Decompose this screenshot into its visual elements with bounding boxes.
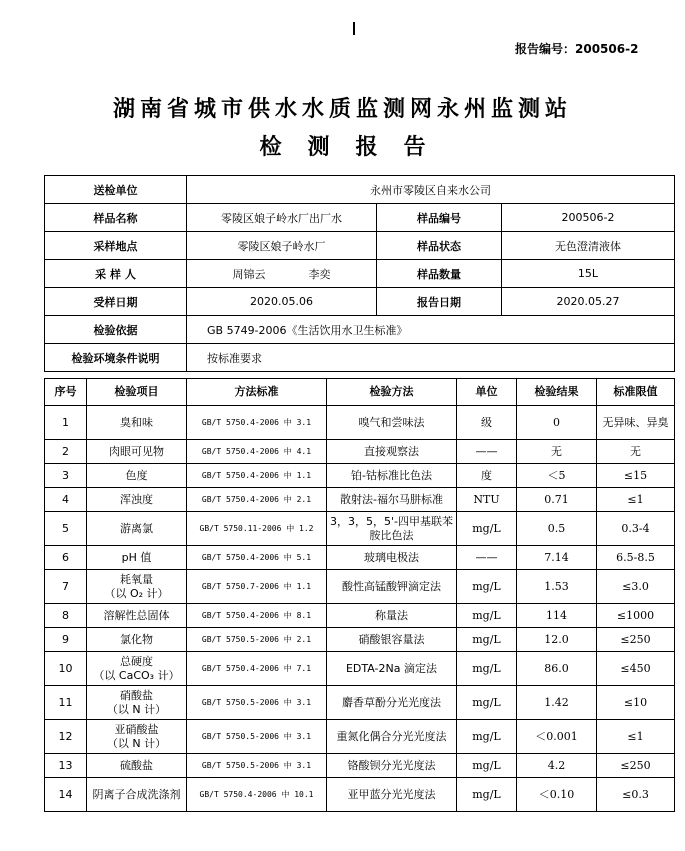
standard-limit: ≤1000 bbox=[597, 604, 675, 628]
col-method-header: 检验方法 bbox=[327, 379, 457, 406]
row-number: 12 bbox=[45, 720, 87, 754]
unit: mg/L bbox=[457, 604, 517, 628]
env-row bbox=[45, 344, 675, 372]
unit: mg/L bbox=[457, 570, 517, 604]
client-value: 永州市零陵区自来水公司 bbox=[187, 176, 675, 204]
method-standard: GB/T 5750.7-2006 中 1.1 bbox=[187, 570, 327, 604]
method-standard: GB/T 5750.5-2006 中 3.1 bbox=[187, 754, 327, 778]
row-number: 9 bbox=[45, 628, 87, 652]
standard-limit: ≤1 bbox=[597, 720, 675, 754]
method-standard: GB/T 5750.4-2006 中 4.1 bbox=[187, 440, 327, 464]
results-header-row bbox=[45, 379, 675, 406]
test-item: 溶解性总固体 bbox=[87, 604, 187, 628]
test-item: 游离氯 bbox=[87, 512, 187, 546]
row-number: 1 bbox=[45, 406, 87, 440]
standard-limit: ≤0.3 bbox=[597, 778, 675, 812]
table-row bbox=[45, 604, 675, 628]
results-body bbox=[45, 406, 675, 812]
test-item: 臭和味 bbox=[87, 406, 187, 440]
unit: mg/L bbox=[457, 512, 517, 546]
table-row bbox=[45, 440, 675, 464]
test-result: 12.0 bbox=[517, 628, 597, 652]
table-row bbox=[45, 686, 675, 720]
table-row bbox=[45, 652, 675, 686]
received-date-label: 受样日期 bbox=[45, 288, 187, 316]
sampler-name-1: 周锦云 bbox=[232, 267, 266, 281]
unit: mg/L bbox=[457, 686, 517, 720]
table-row bbox=[45, 778, 675, 812]
test-method: 嗅气和尝味法 bbox=[327, 406, 457, 440]
sample-name-row bbox=[45, 204, 675, 232]
sampler-label: 采 样 人 bbox=[45, 260, 187, 288]
table-row bbox=[45, 628, 675, 652]
standard-limit: ≤250 bbox=[597, 754, 675, 778]
test-item: 色度 bbox=[87, 464, 187, 488]
method-standard: GB/T 5750.4-2006 中 2.1 bbox=[187, 488, 327, 512]
row-number: 5 bbox=[45, 512, 87, 546]
test-method: 玻璃电极法 bbox=[327, 546, 457, 570]
client-row bbox=[45, 176, 675, 204]
unit: mg/L bbox=[457, 754, 517, 778]
table-row bbox=[45, 570, 675, 604]
state-value: 无色澄清液体 bbox=[502, 232, 675, 260]
test-item: 耗氧量 （以 O₂ 计） bbox=[87, 570, 187, 604]
table-row bbox=[45, 512, 675, 546]
report-date-label: 报告日期 bbox=[377, 288, 502, 316]
test-result: ＜5 bbox=[517, 464, 597, 488]
test-result: 114 bbox=[517, 604, 597, 628]
test-item: 亚硝酸盐 （以 N 计） bbox=[87, 720, 187, 754]
test-method: 亚甲蓝分光光度法 bbox=[327, 778, 457, 812]
test-method: 直接观察法 bbox=[327, 440, 457, 464]
test-method: 散射法-福尔马肼标准 bbox=[327, 488, 457, 512]
test-result: 0.71 bbox=[517, 488, 597, 512]
row-number: 14 bbox=[45, 778, 87, 812]
test-result: 1.53 bbox=[517, 570, 597, 604]
test-method: 称量法 bbox=[327, 604, 457, 628]
report-number: 报告编号：200506-2 bbox=[515, 42, 639, 56]
method-standard: GB/T 5750.4-2006 中 8.1 bbox=[187, 604, 327, 628]
test-item: 浑浊度 bbox=[87, 488, 187, 512]
env-value: 按标准要求 bbox=[187, 344, 675, 372]
received-date-value: 2020.05.06 bbox=[187, 288, 377, 316]
test-method: 铂-钴标准比色法 bbox=[327, 464, 457, 488]
site-value: 零陵区娘子岭水厂 bbox=[187, 232, 377, 260]
standard-limit: ≤3.0 bbox=[597, 570, 675, 604]
report-subtitle: 检测报告 bbox=[259, 134, 452, 160]
table-row bbox=[45, 488, 675, 512]
col-standard-header: 方法标准 bbox=[187, 379, 327, 406]
method-standard: GB/T 5750.11-2006 中 1.2 bbox=[187, 512, 327, 546]
row-number: 2 bbox=[45, 440, 87, 464]
env-label: 检验环境条件说明 bbox=[45, 344, 187, 372]
test-result: 4.2 bbox=[517, 754, 597, 778]
row-number: 8 bbox=[45, 604, 87, 628]
row-number: 3 bbox=[45, 464, 87, 488]
standard-limit: ≤10 bbox=[597, 686, 675, 720]
unit: mg/L bbox=[457, 778, 517, 812]
test-result: 1.42 bbox=[517, 686, 597, 720]
report-title: 湖南省城市供水水质监测网永州监测站 bbox=[112, 96, 572, 122]
sample-no-value: 200506-2 bbox=[502, 204, 675, 232]
standard-limit: ≤450 bbox=[597, 652, 675, 686]
method-standard: GB/T 5750.4-2006 中 10.1 bbox=[187, 778, 327, 812]
table-row bbox=[45, 406, 675, 440]
site-label: 采样地点 bbox=[45, 232, 187, 260]
row-number: 13 bbox=[45, 754, 87, 778]
test-result: 0.5 bbox=[517, 512, 597, 546]
standard-limit: 无 bbox=[597, 440, 675, 464]
unit: mg/L bbox=[457, 720, 517, 754]
standard-limit: 6.5-8.5 bbox=[597, 546, 675, 570]
test-item: 阴离子合成洗涤剂 bbox=[87, 778, 187, 812]
row-number: 7 bbox=[45, 570, 87, 604]
test-method: 3，3，5，5'-四甲基联苯胺比色法 bbox=[327, 512, 457, 546]
test-results-table bbox=[44, 378, 675, 812]
method-standard: GB/T 5750.4-2006 中 3.1 bbox=[187, 406, 327, 440]
col-item-header: 检验项目 bbox=[87, 379, 187, 406]
test-method: 重氮化偶合分光光度法 bbox=[327, 720, 457, 754]
method-standard: GB/T 5750.4-2006 中 7.1 bbox=[187, 652, 327, 686]
standard-limit: 0.3-4 bbox=[597, 512, 675, 546]
unit: mg/L bbox=[457, 628, 517, 652]
method-standard: GB/T 5750.5-2006 中 2.1 bbox=[187, 628, 327, 652]
state-label: 样品状态 bbox=[377, 232, 502, 260]
basis-row bbox=[45, 316, 675, 344]
basis-value: GB 5749-2006《生活饮用水卫生标准》 bbox=[187, 316, 675, 344]
unit: 度 bbox=[457, 464, 517, 488]
client-label: 送检单位 bbox=[45, 176, 187, 204]
table-row bbox=[45, 546, 675, 570]
col-no-header: 序号 bbox=[45, 379, 87, 406]
text-cursor bbox=[353, 22, 355, 35]
row-number: 6 bbox=[45, 546, 87, 570]
unit: —— bbox=[457, 546, 517, 570]
row-number: 11 bbox=[45, 686, 87, 720]
test-method: EDTA-2Na 滴定法 bbox=[327, 652, 457, 686]
test-item: pH 值 bbox=[87, 546, 187, 570]
test-item: 肉眼可见物 bbox=[87, 440, 187, 464]
test-result: 无 bbox=[517, 440, 597, 464]
method-standard: GB/T 5750.5-2006 中 3.1 bbox=[187, 686, 327, 720]
test-item: 硝酸盐 （以 N 计） bbox=[87, 686, 187, 720]
report-date-value: 2020.05.27 bbox=[502, 288, 675, 316]
row-number: 10 bbox=[45, 652, 87, 686]
row-number: 4 bbox=[45, 488, 87, 512]
basis-label: 检验依据 bbox=[45, 316, 187, 344]
sampler-row bbox=[45, 260, 675, 288]
table-row bbox=[45, 464, 675, 488]
test-item: 总硬度 （以 CaCO₃ 计） bbox=[87, 652, 187, 686]
test-result: 86.0 bbox=[517, 652, 597, 686]
method-standard: GB/T 5750.4-2006 中 1.1 bbox=[187, 464, 327, 488]
dates-row bbox=[45, 288, 675, 316]
test-item: 硫酸盐 bbox=[87, 754, 187, 778]
test-result: ＜0.001 bbox=[517, 720, 597, 754]
unit: NTU bbox=[457, 488, 517, 512]
test-method: 麝香草酚分光光度法 bbox=[327, 686, 457, 720]
col-unit-header: 单位 bbox=[457, 379, 517, 406]
unit: 级 bbox=[457, 406, 517, 440]
unit: mg/L bbox=[457, 652, 517, 686]
test-method: 铬酸钡分光光度法 bbox=[327, 754, 457, 778]
sample-name-value: 零陵区娘子岭水厂出厂水 bbox=[187, 204, 377, 232]
col-limit-header: 标准限值 bbox=[597, 379, 675, 406]
sample-name-label: 样品名称 bbox=[45, 204, 187, 232]
quantity-value: 15L bbox=[502, 260, 675, 288]
standard-limit: 无异味、异臭 bbox=[597, 406, 675, 440]
site-row bbox=[45, 232, 675, 260]
table-row bbox=[45, 754, 675, 778]
test-result: 7.14 bbox=[517, 546, 597, 570]
table-row bbox=[45, 720, 675, 754]
standard-limit: ≤250 bbox=[597, 628, 675, 652]
test-result: 0 bbox=[517, 406, 597, 440]
standard-limit: ≤15 bbox=[597, 464, 675, 488]
sample-info-table bbox=[44, 175, 675, 372]
test-item: 氯化物 bbox=[87, 628, 187, 652]
method-standard: GB/T 5750.5-2006 中 3.1 bbox=[187, 720, 327, 754]
unit: —— bbox=[457, 440, 517, 464]
sampler-name-2: 李奕 bbox=[308, 267, 331, 281]
sample-no-label: 样品编号 bbox=[377, 204, 502, 232]
method-standard: GB/T 5750.4-2006 中 5.1 bbox=[187, 546, 327, 570]
standard-limit: ≤1 bbox=[597, 488, 675, 512]
test-result: ＜0.10 bbox=[517, 778, 597, 812]
test-method: 硝酸银容量法 bbox=[327, 628, 457, 652]
col-result-header: 检验结果 bbox=[517, 379, 597, 406]
sampler-value bbox=[187, 260, 377, 288]
test-method: 酸性高锰酸钾滴定法 bbox=[327, 570, 457, 604]
quantity-label: 样品数量 bbox=[377, 260, 502, 288]
